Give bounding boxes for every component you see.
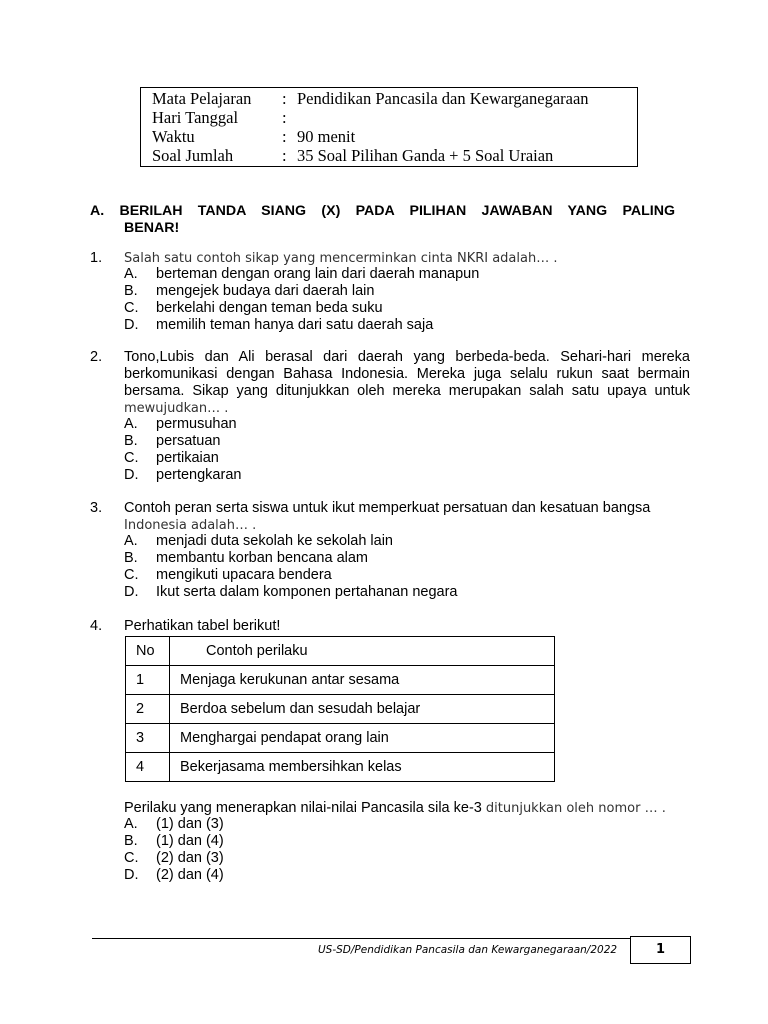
question-number: 4. (90, 618, 103, 634)
info-label: Hari Tanggal (152, 108, 239, 127)
info-row-date (152, 108, 637, 127)
question-number: 2. (90, 349, 103, 365)
exam-info-box (140, 87, 638, 167)
question-text: Contoh peran serta siswa untuk ikut memperkuat persatuan dan kesatuan bangsa (124, 500, 651, 516)
option-text: Ikut serta dalam komponen pertahanan negara (156, 584, 458, 600)
option-letter: B. (124, 283, 138, 299)
option-text: (1) dan (4) (156, 833, 224, 849)
option-text: membantu korban bencana alam (156, 550, 368, 566)
footer-divider (92, 938, 630, 939)
option-letter: D. (124, 467, 139, 483)
info-value: 35 Soal Pilihan Ganda + 5 Soal Uraian (297, 146, 554, 165)
table-row (126, 724, 555, 753)
question-followup-text (124, 800, 690, 817)
option-text: pertengkaran (156, 467, 242, 483)
table-cell-no: 3 (126, 724, 170, 753)
option-letter: C. (124, 567, 139, 583)
question-text-tail: Indonesia adalah… . (124, 518, 257, 533)
table-cell-behavior: Bekerjasama membersihkan kelas (170, 753, 555, 782)
table-cell-no: 1 (126, 666, 170, 695)
option-letter: C. (124, 850, 139, 866)
info-value: 90 menit (297, 127, 356, 146)
table-cell-behavior: Menjaga kerukunan antar sesama (170, 666, 555, 695)
section-title-line1: A. BERILAH TANDA SIANG (X) PADA PILIHAN JAWABAN YANG PALING (90, 203, 675, 219)
table-cell-no: 2 (126, 695, 170, 724)
section-title-line2: BENAR! (124, 220, 180, 236)
question-number: 3. (90, 500, 103, 516)
table-row (126, 753, 555, 782)
followup-tail: ditunjukkan oleh nomor … . (485, 801, 666, 816)
info-colon: : (282, 127, 287, 146)
option-text: mengikuti upacara bendera (156, 567, 332, 583)
question-text: Tono,Lubis dan Ali berasal dari daerah yang berbeda-beda. Sehari-hari mereka berkomunikasi dengan Bahasa Indonesia. Mereka juga selalu rukun saat bermain bersama. Sikap yang ditunjukkan oleh mereka merupakan salah satu upaya untuk (124, 349, 690, 399)
option-letter: A. (124, 533, 138, 549)
table-cell-behavior: Menghargai pendapat orang lain (170, 724, 555, 753)
info-label: Waktu (152, 127, 195, 146)
option-letter: A. (124, 416, 138, 432)
info-colon: : (282, 89, 287, 108)
option-letter: B. (124, 833, 138, 849)
table-row (126, 666, 555, 695)
option-letter: D. (124, 584, 139, 600)
option-letter: D. (124, 867, 139, 883)
option-letter: C. (124, 300, 139, 316)
option-text: pertikaian (156, 450, 219, 466)
info-value: Pendidikan Pancasila dan Kewarganegaraan (297, 89, 589, 108)
info-row-count (152, 146, 637, 165)
option-text: mengejek budaya dari daerah lain (156, 283, 375, 299)
info-row-time (152, 127, 637, 146)
question-text: Salah satu contoh sikap yang mencerminkan cinta NKRI adalah… . (124, 251, 558, 266)
table-header-row (126, 637, 555, 666)
option-letter: C. (124, 450, 139, 466)
option-letter: B. (124, 550, 138, 566)
option-text: (2) dan (4) (156, 867, 224, 883)
table-cell-behavior: Berdoa sebelum dan sesudah belajar (170, 695, 555, 724)
option-text: berteman dengan orang lain dari daerah manapun (156, 266, 480, 282)
info-colon: : (282, 108, 287, 127)
option-text: permusuhan (156, 416, 237, 432)
question-text: Perhatikan tabel berikut! (124, 618, 281, 634)
option-letter: A. (124, 266, 138, 282)
info-row-subject (152, 89, 637, 108)
option-letter: A. (124, 816, 138, 832)
option-text: menjadi duta sekolah ke sekolah lain (156, 533, 393, 549)
info-label: Soal Jumlah (152, 146, 234, 165)
option-letter: D. (124, 317, 139, 333)
table-header-behavior: Contoh perilaku (170, 637, 555, 666)
option-text: berkelahi dengan teman beda suku (156, 300, 383, 316)
info-colon: : (282, 146, 287, 165)
option-text: persatuan (156, 433, 221, 449)
option-letter: B. (124, 433, 138, 449)
option-text: (2) dan (3) (156, 850, 224, 866)
followup-main: Perilaku yang menerapkan nilai-nilai Pancasila sila ke-3 (124, 800, 482, 816)
table-cell-no: 4 (126, 753, 170, 782)
page-number: 1 (630, 936, 691, 964)
table-header-no: No (126, 637, 170, 666)
option-text: (1) dan (3) (156, 816, 224, 832)
question-number: 1. (90, 250, 103, 266)
question-text-tail: mewujudkan… . (124, 401, 229, 416)
section-title (90, 203, 675, 237)
footer-text: US-SD/Pendidikan Pancasila dan Kewarganegaraan/2022 (318, 944, 618, 956)
info-label: Mata Pelajaran (152, 89, 252, 108)
table-row (126, 695, 555, 724)
option-text: memilih teman hanya dari satu daerah saja (156, 317, 434, 333)
behavior-table (125, 636, 555, 782)
